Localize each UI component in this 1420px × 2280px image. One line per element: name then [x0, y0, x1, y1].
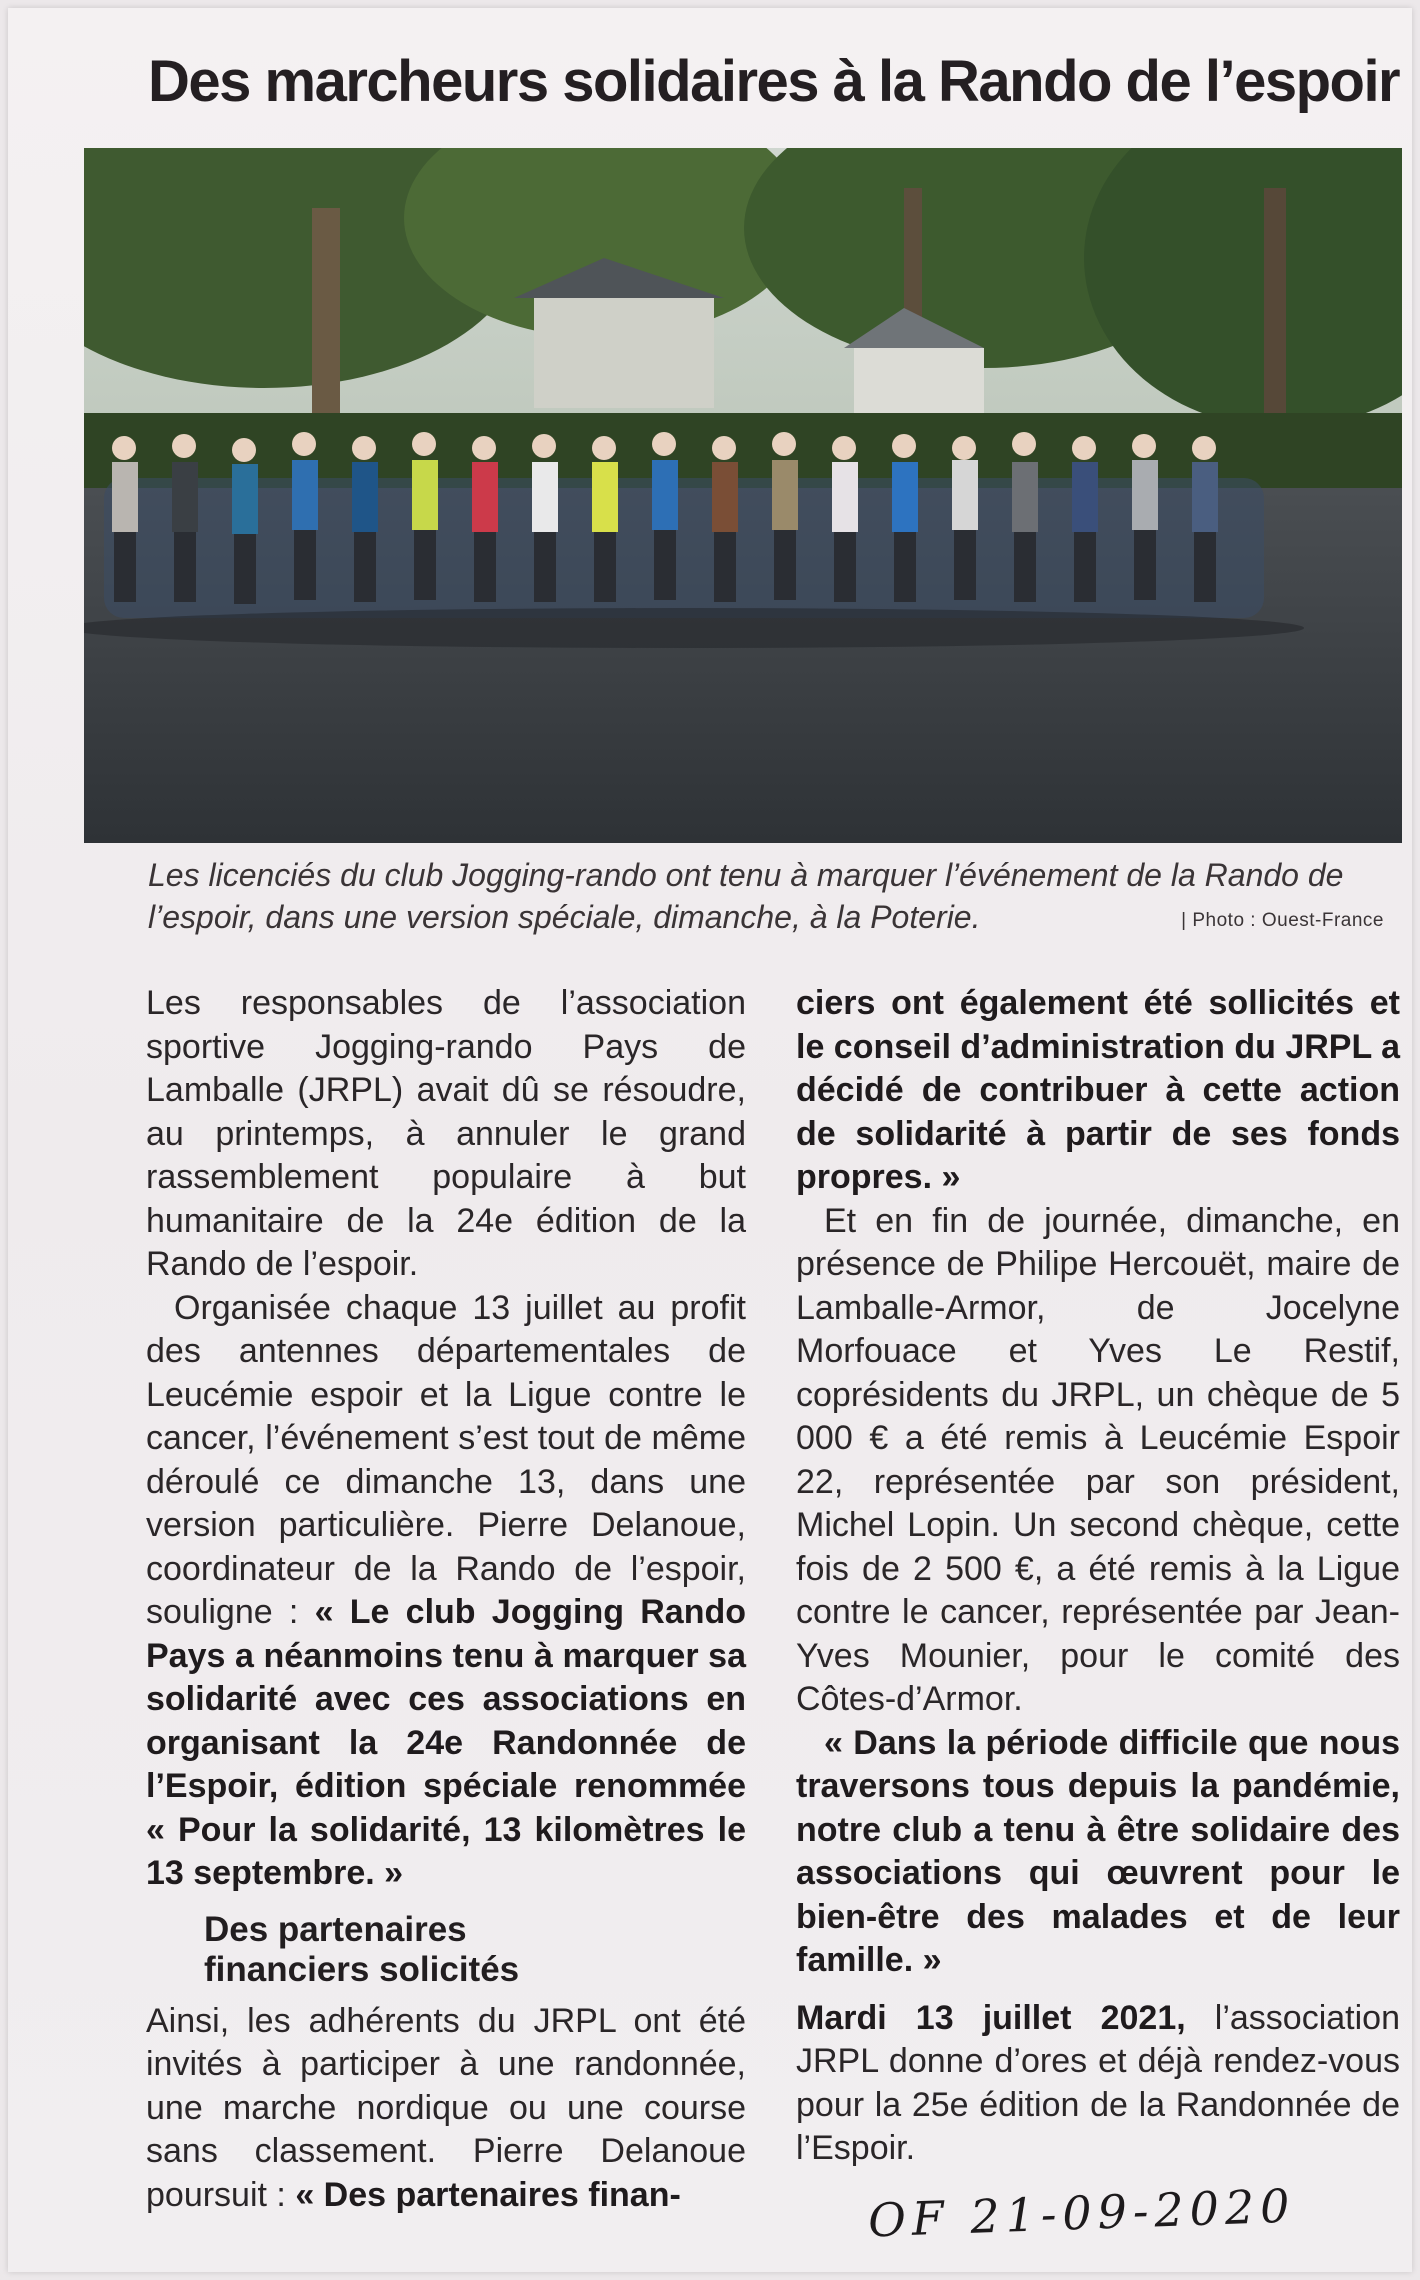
- group-photo-illustration: [84, 148, 1402, 843]
- left-paragraph-1: Les responsables de l’association sportive Jogging-rando Pays de Lamballe (JRPL) avait dû se résoudre, au printemps, à annuler le grand rassemblement populaire à but humanitaire de la 24e édition de la Rando de l’espoir.: [146, 984, 746, 1283]
- right-paragraph-3: « Dans la période difficile que nous traversons tous depuis la pandémie, notre club a tenu à être solidaire des associations qui œuvrent pour le bien-être des malades et de leur famille. »: [796, 1723, 1400, 1979]
- left-paragraph-3-quote: « Des partenaires finan-: [295, 2175, 681, 2214]
- right-paragraph-4: [796, 1997, 1400, 2171]
- subheading-line-1: Des partenaires: [204, 1909, 467, 1949]
- newspaper-clipping: [8, 8, 1412, 2272]
- subheading-line-2: financiers solicités: [204, 1949, 520, 1989]
- left-column: [146, 982, 746, 2217]
- caption-text: Les licenciés du club Jogging-rando ont tenu à marquer l’événement de la Rando de l’espoir, dans une version spéciale, dimanche, à la Poterie.: [148, 857, 1344, 935]
- article-photo: [84, 148, 1402, 843]
- left-paragraph-2-quote: « Le club Jogging Rando Pays a néanmoins tenu à marquer sa solidarité avec ces associations en organisant la 24e Randonnée de l’Espoir, édition spéciale renommée « Pour la solidarité, 13 kilomètres le 13 septembre. »: [146, 1593, 747, 1892]
- event-date: Mardi 13 juillet 2021,: [796, 1998, 1186, 2037]
- right-paragraph-4-text: l’association JRPL donne d’ores et déjà rendez-vous pour la 25e édition de la Randonnée de l’Espoir.: [796, 1998, 1400, 2167]
- right-column: [796, 982, 1400, 2171]
- section-subheading: [204, 1910, 746, 1990]
- right-paragraph-1: ciers ont également été sollicités et le conseil d’administration du JRPL a décidé de contribuer à cette action de solidarité à partir de ses fonds propres. »: [796, 984, 1400, 1196]
- left-paragraph-2: [146, 1287, 746, 1896]
- photo-credit: | Photo : Ouest-France: [1181, 910, 1384, 931]
- left-paragraph-3-text: Ainsi, les adhérents du JRPL ont été invités à participer à une randonnée, une marche nordique ou une course sans classement. Pierre Delanoue poursuit :: [146, 2001, 746, 2214]
- article-headline: Des marcheurs solidaires à la Rando de l’espoir: [148, 49, 1400, 114]
- left-paragraph-2-text: Organisée chaque 13 juillet au profit des antennes départementales de Leucémie espoir et la Ligue contre le cancer, l’événement s’est tout de même déroulé ce dimanche 13, dans une version particulière. Pierre Delanoue, coordinateur de la Rando de l’espoir, souligne :: [146, 1288, 746, 1631]
- handwritten-date: OF 21-09-2020: [867, 2178, 1297, 2248]
- left-paragraph-3: [146, 2000, 746, 2218]
- right-paragraph-2: Et en fin de journée, dimanche, en présence de Philipe Hercouët, maire de Lamballe-Armor, de Jocelyne Morfouace et Yves Le Restif, coprésidents du JRPL, un chèque de 5 000 € a été remis à Leucémie Espoir 22, représentée par son président, Michel Lopin. Un second chèque, cette fois de 2 500 €, a été remis à la Ligue contre le cancer, représentée par Jean-Yves Mounier, pour le comité des Côtes-d’Armor.: [796, 1201, 1400, 1718]
